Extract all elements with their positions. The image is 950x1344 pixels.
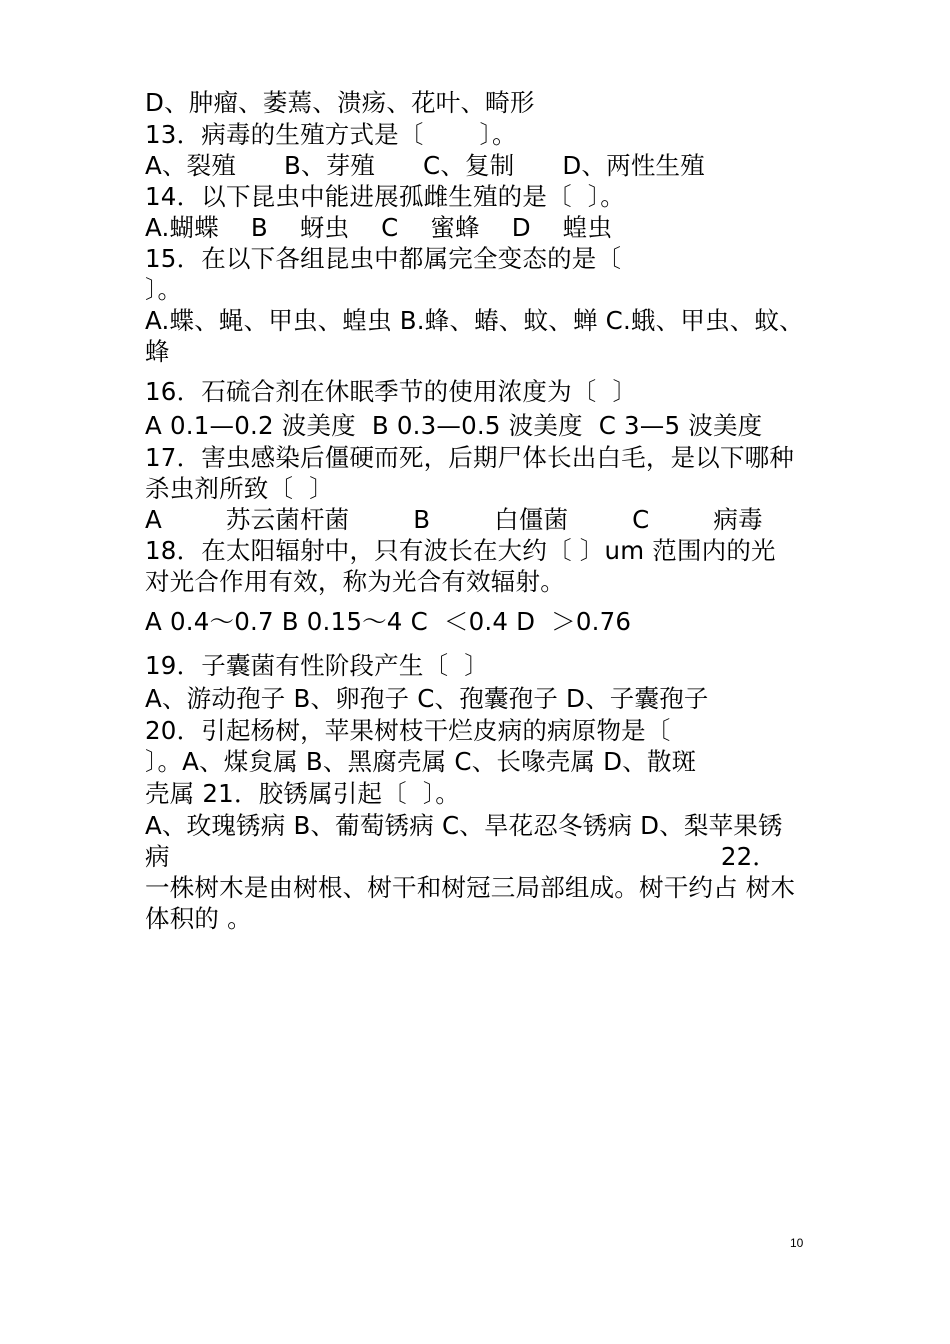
text-line: 杀虫剂所致〔 〕	[145, 474, 334, 503]
text-line: 14．以下昆虫中能进展孤雌生殖的是〔 〕。	[145, 182, 625, 211]
text-line: D、肿瘤、萎蔫、溃疡、花叶、畸形	[145, 88, 535, 117]
text-line: A.蝴蝶 B 蚜虫 C 蜜蜂 D 蝗虫	[145, 213, 613, 242]
text-line: 蜂	[145, 337, 170, 366]
text-line: 19．子囊菌有性阶段产生〔 〕	[145, 651, 489, 680]
text-line: 20．引起杨树，苹果树枝干烂皮病的病原物是〔	[145, 716, 671, 745]
text-line: 体积的 。	[145, 904, 252, 933]
text-line: 〕。	[145, 275, 183, 304]
text-line: A.蝶、蝇、甲虫、蝗虫 B.蜂、蝽、蚊、蝉 C.蛾、甲虫、蚊、	[145, 306, 804, 335]
text-line: 一株树木是由树根、树干和树冠三局部组成。树干约占 树木	[145, 873, 796, 902]
text-line: 16．石硫合剂在休眠季节的使用浓度为〔 〕	[145, 377, 638, 406]
text-line: 17．害虫感染后僵硬而死，后期尸体长出白毛，是以下哪种	[145, 443, 795, 472]
text-line: 〕。A、煤炱属 B、黑腐壳属 C、长喙壳属 D、散斑	[145, 747, 697, 776]
text-line: A 苏云菌杆菌 B 白僵菌 C 病毒	[145, 505, 763, 534]
text-line: A、玫瑰锈病 B、葡萄锈病 C、旱花忍冬锈病 D、梨苹果锈	[145, 811, 783, 840]
text-line: 壳属 21．胶锈属引起〔 〕。	[145, 779, 460, 808]
text-line: A 0.4～0.7 B 0.15～4 C ＜0.4 D ＞0.76	[145, 607, 632, 636]
text-line: A、游动孢子 B、卵孢子 C、孢囊孢子 D、子囊孢子	[145, 684, 709, 713]
page-number: 10	[790, 1236, 804, 1250]
text-line: A、裂殖 B、芽殖 C、复制 D、两性生殖	[145, 151, 705, 180]
text-line: 对光合作用有效，称为光合有效辐射。	[145, 567, 565, 596]
text-line: 13．病毒的生殖方式是〔 〕。	[145, 120, 517, 149]
text-line: 18．在太阳辐射中，只有波长在大约〔 〕um 范围内的光	[145, 536, 776, 565]
text-line: 15．在以下各组昆虫中都属完全变态的是〔	[145, 244, 622, 273]
text-line: A 0.1—0.2 波美度 B 0.3—0.5 波美度 C 3—5 波美度	[145, 411, 763, 440]
text-line: 病 22．	[145, 842, 778, 871]
